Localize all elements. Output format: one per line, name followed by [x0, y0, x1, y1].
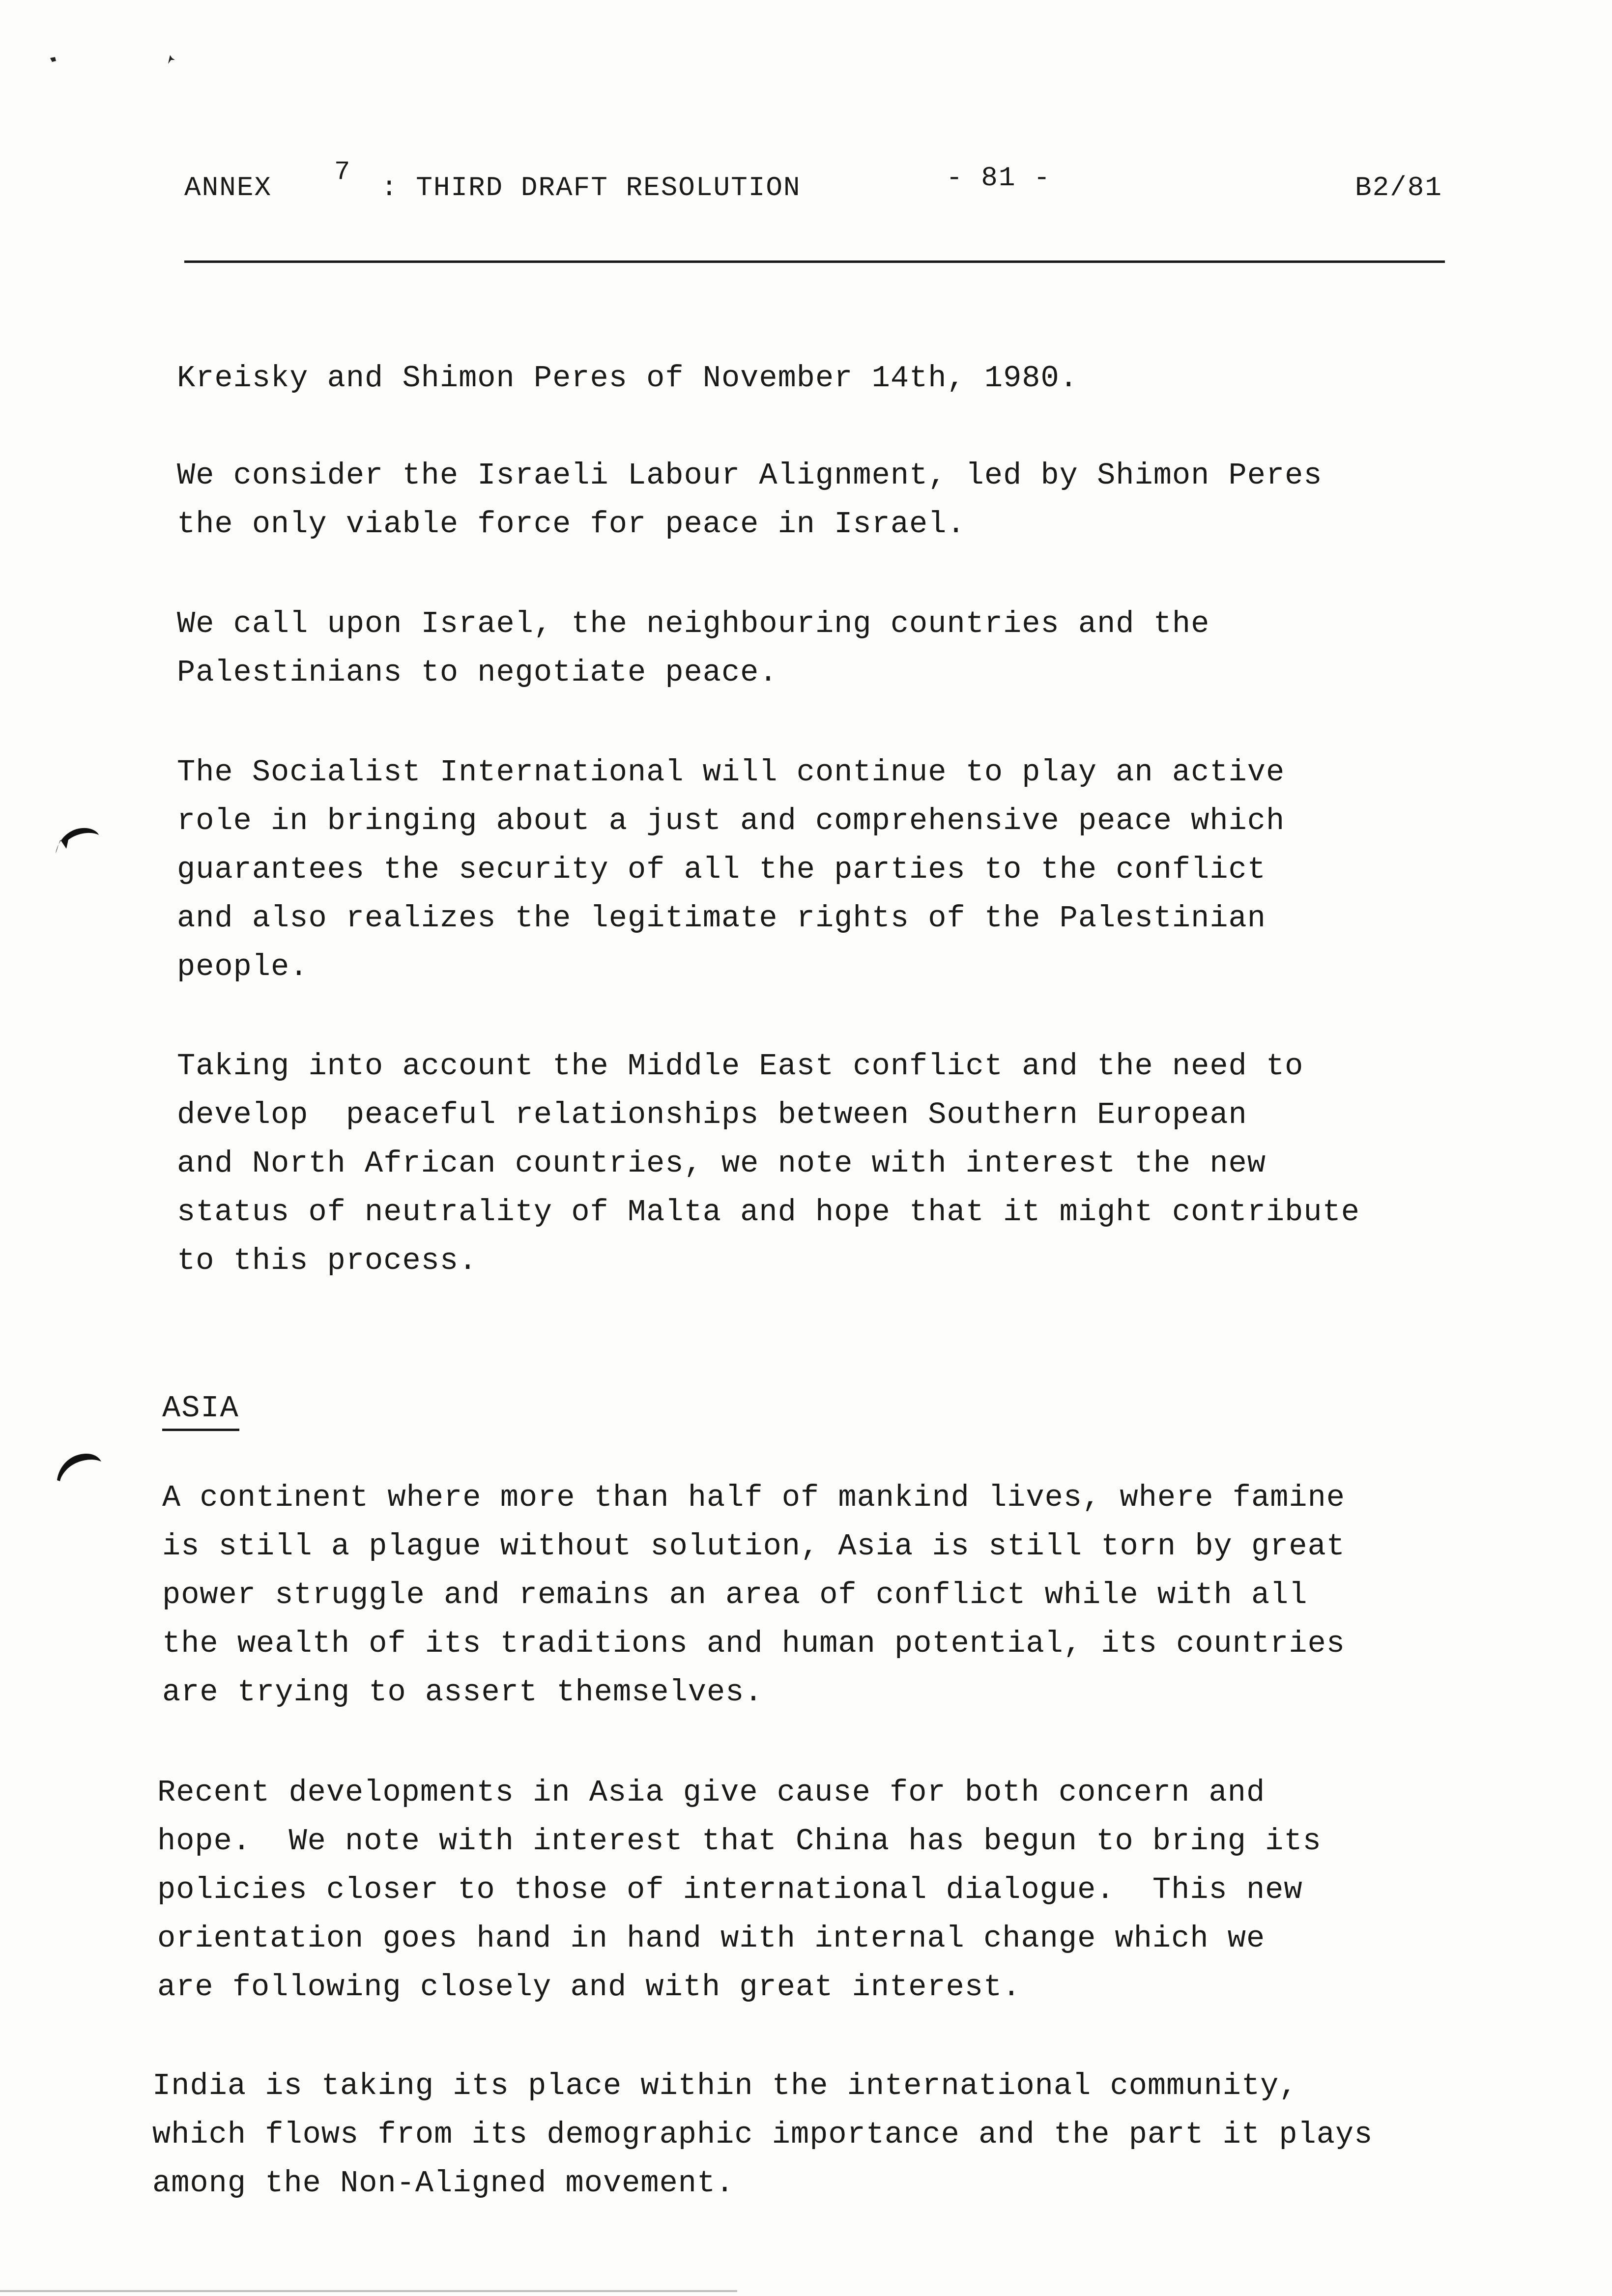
annex-label: ANNEX: [184, 172, 272, 203]
stray-mark-icon: [165, 53, 177, 66]
paragraph-asia-continent: A continent where more than half of mankind lives, where famine is still a plague without solution, Asia is still torn by great power struggle and remains an area of conflict while with all the wealth of its traditions and human potential, its countries are trying to assert themselves.: [162, 1480, 1345, 1710]
paragraph-malta: Taking into account the Middle East conflict and the need to develop peaceful relationships between Southern European and North African countries, we note with interest the new status of neutrality of Malta and hope that it might contribute to this process.: [177, 1049, 1360, 1278]
page-header: [184, 157, 1442, 206]
paragraph-socialist-international: The Socialist International will continue to play an active role in bringing about a just and comprehensive peace which guarantees the security of all the parties to the conflict and also realizes the legitimate rights of the Palestinian people.: [177, 755, 1285, 984]
paragraph-negotiate-peace: We call upon Israel, the neighbouring countries and the Palestinians to negotiate peace.: [177, 606, 1210, 690]
page-bottom-edge: [0, 2290, 737, 2292]
header-divider: [184, 260, 1445, 263]
paragraph-asia-developments: Recent developments in Asia give cause for both concern and hope. We note with interest that China has begun to bring its policies closer to those of international dialogue. This new orientation goes hand in hand with internal change which we are following closely and with great interest.: [157, 1775, 1322, 2005]
punch-mark-icon: [54, 1445, 103, 1484]
header-title: : THIRD DRAFT RESOLUTION: [381, 172, 801, 203]
page-number: - 81 -: [946, 162, 1051, 194]
document-reference: B2/81: [1354, 172, 1442, 203]
paragraph-labour-alignment: We consider the Israeli Labour Alignment, led by Shimon Peres the only viable force for peace in Israel.: [177, 458, 1323, 542]
section-heading-asia: ASIA: [162, 1391, 239, 1431]
paragraph-kreisky: Kreisky and Shimon Peres of November 14th, 1980.: [177, 361, 1078, 396]
paragraph-india: India is taking its place within the international community, which flows from its demographic importance and the part it plays among the Non-Aligned movement.: [152, 2068, 1373, 2201]
punch-mark-icon: [52, 818, 101, 858]
annex-number: 7: [334, 157, 351, 187]
stray-mark-icon: [48, 55, 58, 65]
